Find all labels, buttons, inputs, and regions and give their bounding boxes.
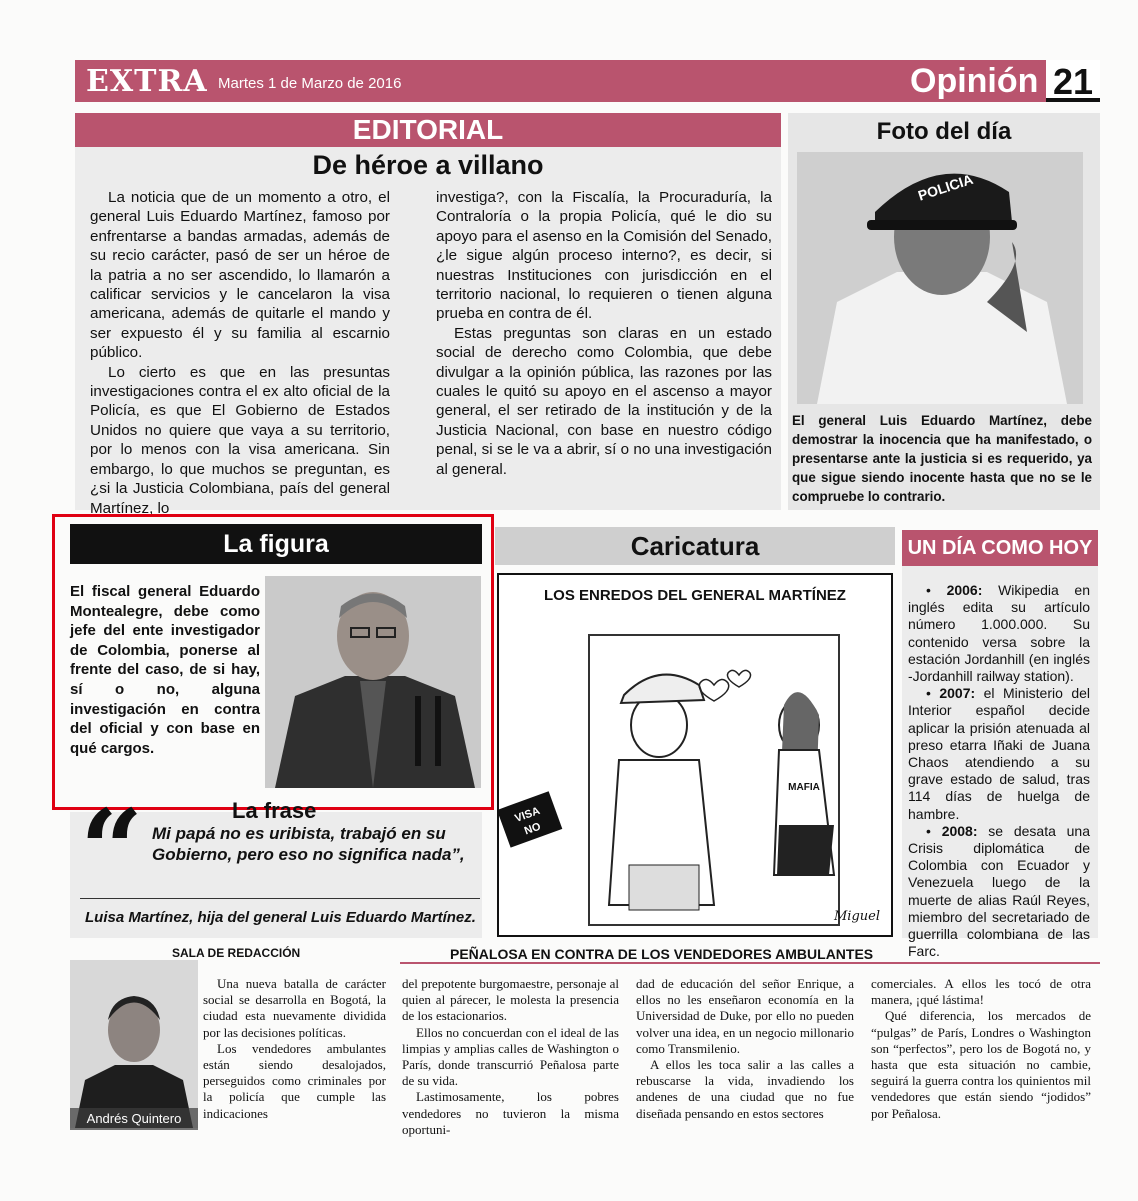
general-photo: [797, 152, 1083, 404]
photo-caption: El general Luis Eduardo Martínez, debe demostrar la inocencia que ha manifestado, o presentarse ante la justicia si es requerido, ya que sigue siendo inocente hasta que no se le compruebe lo contrario.: [792, 413, 1092, 504]
article-paragraph: Ellos no concuerdan con el ideal de las limpias y amplias calles de Washington o París, donde transcurrió Peñalosa parte de su vida.: [402, 1024, 619, 1089]
sala-de-redaccion-label: SALA DE REDACCIÓN: [172, 946, 301, 960]
cartoon-title: LOS ENREDOS DEL GENERAL MARTÍNEZ: [544, 587, 846, 604]
page-number: 21: [1046, 60, 1100, 102]
article-paragraph: del prepotente burgomaestre, personaje al quien al párecer, le molesta la presencia de los estacionarios.: [402, 976, 619, 1024]
author-name: Andrés Quintero: [70, 1108, 198, 1130]
editorial-paragraph: investiga?, con la Fiscalía, la Procuraduría, la Contraloría o la propia Policía, qué le dio su apoyo para el asenso en la Comisión del Senado, ¿le sigue algún proceso interno?, es decir, si nuestras Instituciones con jurisdicción en el territorio nacional, lo requieren o tienen alguna prueba en contra de él.: [436, 189, 772, 323]
la-figura-label: La figura: [70, 524, 482, 564]
article-paragraph: Una nueva batalla de carácter social se desarrolla en Bogotá, la ciudad esta nuevamente dividida por las decisiones políticas.: [203, 976, 386, 1040]
bottom-article-column-3: [636, 976, 854, 1122]
un-dia-como-hoy-label: UN DÍA COMO HOY: [902, 530, 1098, 566]
history-year: 2008:: [941, 822, 978, 839]
article-paragraph: Lastimosamente, los pobres vendedores no tuvieron la misma oportuni-: [402, 1089, 619, 1137]
author-photo: [70, 960, 198, 1128]
svg-text:VISA: VISA: [513, 804, 542, 825]
dress-text: MAFIA: [788, 782, 820, 793]
quote-mark-icon: “: [80, 785, 144, 914]
bottom-article-column-1: [203, 976, 386, 1122]
un-dia-como-hoy-entries: [908, 582, 1090, 960]
la-figura-text: El fiscal general Eduardo Montealegre, debe como jefe del ente investigador de Colombia, ponerse al frente del caso, de si hay, sí o no, alguna investigación en contra del oficial y con base en qué cargos.: [70, 583, 260, 757]
editorial-headline: De héroe a villano: [312, 150, 544, 180]
bottom-article-column-4: [871, 976, 1091, 1122]
cartoon-signature: Miguel: [834, 909, 881, 924]
editorial-paragraph: La noticia que de un momento a otro, el general Luis Eduardo Martínez, famoso por enfrentarse a bandas armadas, además de su recio carácter, pasó de ser un héroe de la patria a no ser ascendido, lo llamarón a calificar servicios y le cancelaron la visa americana, además de quitarle el mando y ser expuesto él y su familia al escarnio público.: [90, 189, 390, 362]
article-paragraph: A ellos les toca salir a las calles a rebuscarse la vida, invadiendo los andenes de una ciudad que no fue diseñada pensando en estos sectores: [636, 1057, 854, 1121]
history-year: 2006:: [946, 582, 983, 598]
caricatura-label: Caricatura: [495, 527, 895, 565]
issue-date: Martes 1 de Marzo de 2016: [218, 75, 402, 92]
la-frase-quote: Mi papá no es uribista, trabajó en su Gobierno, pero eso no significa nada”,: [152, 824, 465, 864]
article-paragraph: comerciales. A ellos les tocó de otra manera, ¡qué lástima!: [871, 976, 1091, 1008]
divider: [80, 898, 480, 899]
editorial-paragraph: Estas preguntas son claras en un estado social de derecho como Colombia, que debe divulgar a la opinión pública, las razones por las cuales le quitó su apoyo en el ascenso a mayor general, el ser retirado de la institución y de la Justicia Nacional, con base en nuestro código penal, si se le va a abrir, sí o no una investigación al general.: [436, 324, 772, 478]
la-frase-label: La frase: [232, 798, 317, 823]
bottom-article-headline: PEÑALOSA EN CONTRA DE LOS VENDEDORES AMBULANTES: [450, 946, 874, 962]
newspaper-logo: EXTRA: [86, 64, 208, 99]
history-entry: • 2007: el Ministerio del Interior español decide aplicar la prisión atenuada al preso etarra Iñaki de Juana Chaos atendiendo a su grave estado de salud, tras 114 días de huelga de hambre.: [908, 685, 1091, 822]
section-title: Opinión: [910, 62, 1039, 100]
fiscal-photo: [265, 576, 481, 788]
divider: [400, 962, 1100, 964]
editorial-column-1: [90, 188, 390, 518]
photo-of-day-label: Foto del día: [876, 118, 1012, 145]
svg-text:NO: NO: [522, 820, 543, 838]
article-paragraph: dad de educación del señor Enrique, a ellos no les enseñaron economía en la Universidad de Duke, por ello no pueden volver una idea, en un negocio millonario como Transmilenio.: [636, 976, 854, 1056]
editorial-paragraph: Lo cierto es que en las presuntas investigaciones contra el ex alto oficial de la Policía, es que El Gobierno de Estados Unidos no quiere que vaya a su territorio, por lo menos con la visa americana. Sin embargo, lo que muchos se preguntan, es ¿si la Justicia Colombiana, país del general Martínez, lo: [90, 363, 390, 517]
history-year: 2007:: [939, 685, 976, 702]
editorial-column-2: [436, 188, 772, 479]
la-frase-author: Luisa Martínez, hija del general Luis Eduardo Martínez.: [85, 909, 476, 926]
editorial-label: EDITORIAL: [75, 113, 781, 147]
history-entry: • 2008: se desata una Crisis diplomática de Colombia con Ecuador y Venezuela luego de la muerte de alias Raúl Reyes, miembro del secretariado de guerrilla colombiana de las Farc.: [908, 822, 1091, 960]
article-paragraph: Qué diferencia, los mercados de “pulgas” de París, Londres o Washington son “perfectos”, pero los de Bogotá no, y hasta que esta situación no cambie, seguirá la guerra contra los quinientos mil vendedores que están siendo “jodidos” por Peñalosa.: [871, 1008, 1091, 1121]
article-paragraph: Los vendedores ambulantes están siendo desalojados, perseguidos como criminales por la policía que cumple las indicaciones: [203, 1040, 386, 1121]
cartoon-frame: [497, 573, 893, 937]
history-entry: • 2006: Wikipedia en inglés edita su artículo número 1.000.000. Su contenido versa sobre la estación Jordanhill (en inglés -Jordanhill railway station).: [908, 582, 1090, 685]
bottom-article-column-2: [402, 976, 619, 1138]
cap-text: POLICIA: [915, 170, 975, 204]
